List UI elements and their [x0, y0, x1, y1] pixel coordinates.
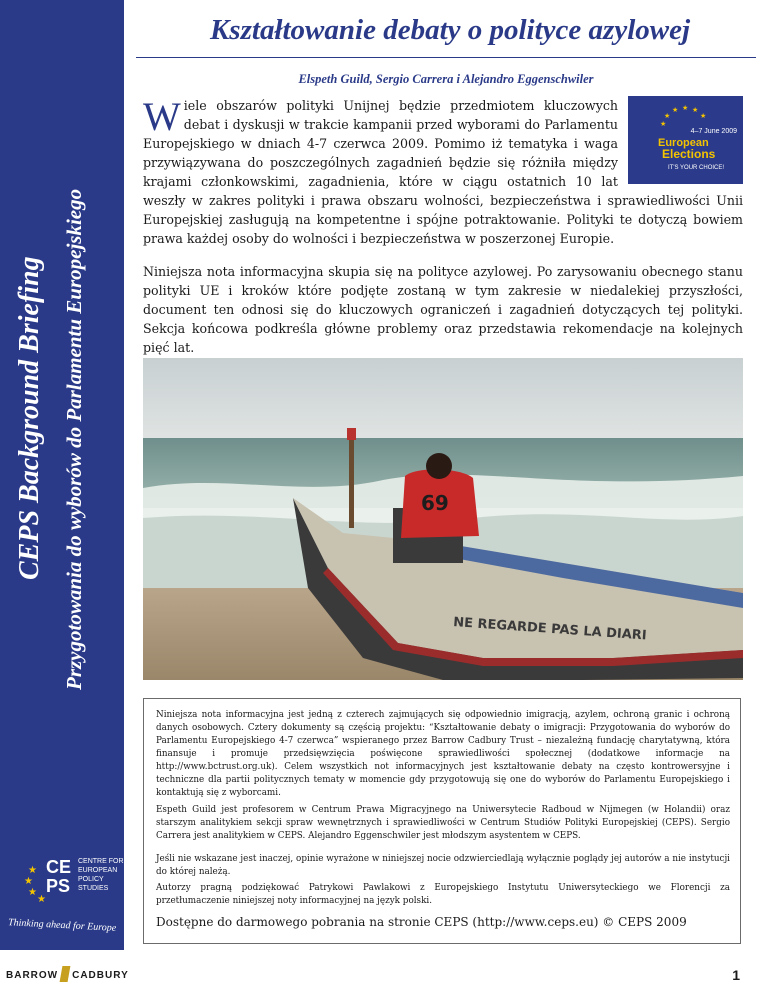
beach-boat-photo [143, 358, 743, 680]
svg-text:★: ★ [664, 112, 671, 120]
shirt-number: 69 [421, 491, 449, 515]
svg-text:★: ★ [672, 106, 679, 114]
download-notice[interactable]: Dostępne do darmowego pobrania na stronie CEPS (http://www.ceps.eu) © CEPS 2009 [156, 915, 687, 929]
svg-text:★: ★ [682, 104, 689, 112]
svg-text:★: ★ [24, 876, 33, 887]
authors-line: Elspeth Guild, Sergio Carrera i Alejandro Eggenschwiler [298, 72, 594, 86]
svg-text:★: ★ [700, 112, 707, 120]
info-paragraph-project: Niniejsza nota informacyjna jest jedną z czterech zajmujących się odpowiednio imigracją, azylem, ochroną granic i ochroną danych osobowych. Cztery dokumenty są częścią projektu: “Kształtowanie debaty o imigracji: Przygotowania do wyborów do Parlamentu Europejskiego 4-7 czerwca” wspieranego przez Barrow Cadbury Trust – niezależną fundację charytatywną, która finansuje i promuje przedsięwzięcia poświęcone sprawiedliwości społecznej (dodatkowe informacje na http://www.bctrust.org.uk). Celem wszystkich not informacyjnych jest kształtowanie debaty na często kontrowersyjne i techniczne dla partii politycznych tematy w momencie gdy przygotowują się one do wyborów do Parlamentu Europejskiego i kontaktują się z wyborcami. [156, 710, 730, 798]
series-title: CEPS Background Briefing [14, 256, 45, 580]
ceps-fullname: CENTRE FOR EUROPEAN POLICY STUDIES [78, 858, 124, 892]
page-number: 1 [732, 967, 740, 983]
svg-text:★: ★ [37, 894, 46, 905]
summary-paragraph: Niniejsza nota informacyjna skupia się na polityce azylowej. Po zarysowaniu obecnego stanu polityki UE i kroków które podjęte zostaną w tym zakresie w niedalekiej przyszłości, document ten odnosi się do kluczowych ograniczeń i zagadnień dotyczących tej polityki. Sekcja końcowa podkreśla główne problemy oraz przedstawia rekomendacje na kolejnych pięć lat. [143, 264, 743, 355]
drop-cap: W [143, 94, 181, 139]
boat-lettering: NE REGARDE PAS LA DIARI [452, 615, 648, 644]
info-paragraph-thanks: Autorzy pragną podziękować Patrykowi Pawlakowi z Europejskiego Instytutu Uniwersyteckiego we Florencji za przetłumaczenie niniejszej noty informacyjnej na język polski. [156, 883, 730, 906]
info-box [143, 698, 741, 944]
page-title: Kształtowanie debaty o polityce azylowej [209, 14, 691, 46]
svg-text:★: ★ [692, 106, 699, 114]
barrow-cadbury-logo: BARROW CADBURY [6, 966, 129, 982]
ceps-motto: Thinking ahead for Europe [7, 917, 117, 934]
sidebar-band [0, 0, 124, 950]
european-elections-badge: ★ ★ ★ ★ ★ ★ 4–7 June 2009 European Elections IT'S YOUR CHOICE! [628, 96, 743, 184]
svg-text:★: ★ [660, 120, 667, 128]
barrow-mark-icon [60, 966, 71, 982]
star-ring-icon [24, 865, 46, 905]
intro-paragraph: ★ ★ ★ ★ ★ ★ 4–7 June 2009 European Elections IT'S YOUR CHOICE! W iele obszarów polityki Unijnej będzie przedmiotem kluczowych debat i dyskusji w trakcie kampanii przed wyborami do Parlamentu Europejskiego w dniach 4-7 czerwca 2009. Pomimo iż tematyka i waga przywiązywana do poszczególnych zagadnień będzie się różniła między krajami członkowskimi, zagadnienia, które w ciągu ostatnich 10 lat weszły w zakres polityki i prawa obszaru wolności, bezpieczeństwa i sprawiedliwości Unii Europejskiej zasługują na kompetentne i spójne potraktowanie. Polityki te dotyczą bowiem prawa każdej osoby do wolności i bezpieczeństwa w poszerzonej Europie. [143, 94, 743, 246]
info-paragraph-disclaimer: Jeśli nie wskazane jest inaczej, opinie wyrażone w niniejszej nocie odzwierciedlają wyłącznie poglądy jej autorów a nie instytucji do której należą. [156, 854, 730, 877]
svg-text:★: ★ [28, 865, 37, 876]
ceps-letters: CE PS [46, 857, 72, 896]
title-rule [136, 57, 756, 58]
series-subtitle: Przygotowania do wyborów do Parlamentu Europejskiego [62, 188, 86, 690]
info-paragraph-authors: Espeth Guild jest profesorem w Centrum Prawa Migracyjnego na Uniwersytecie Radboud w Nijmegen (w Holandii) oraz starszym analitykiem sekcji spraw wewnętrznych i sprawiedliwości w Centrum Studiów Polityki Europejskiej (CEPS). Sergio Carrera jest analitykiem w CEPS. Alejandro Eggenschwiler jest młodszym asystentem w CEPS. [156, 805, 730, 841]
svg-text:★: ★ [28, 887, 37, 898]
